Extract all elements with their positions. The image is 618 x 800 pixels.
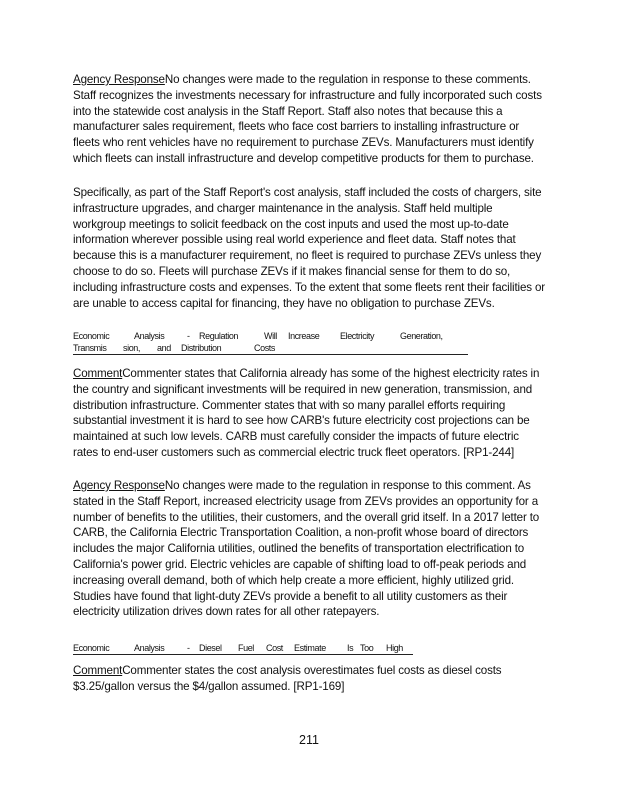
comment-paragraph-2 [73,663,545,695]
heading-word: Estimate [294,643,326,653]
heading-word: Generation, [400,331,443,341]
heading-word: Regulation [199,331,239,341]
agency-response-paragraph-1 [73,72,545,167]
comment-text: Commenter states that California already has some of the highest electricity rates in the country and significant investments will be required in new generation, transmission, and distribution infrastructure. Commenter states that with so many parallel efforts requiring substantial investment it is hard to see how CARB's future electricity cost projections can be maintained at such low levels. CARB must carefully consider the impacts of future electric rates to end-user customers such as commercial electric truck fleet operators. [RP1-244] [73,367,540,459]
cost-analysis-paragraph [73,185,545,311]
heading-word: Fuel [238,643,254,653]
heading-word: Costs [254,343,276,353]
heading-word: Economic [73,643,110,653]
heading-word: Transmis [73,343,107,353]
heading-word: Diesel [199,643,222,653]
heading-word: Analysis [134,643,165,653]
agency-response-text: No changes were made to the regulation in response to these comments. Staff recognizes the investments necessary for infrastructure and fully incorporated such costs into the statewide cost analysis in the Staff Report. Staff also notes that because this a manufacturer sales requirement, fleets who face cost barriers to installing infrastructure or fleets who rent vehicles have no requirement to purchase ZEVs. Manufacturers must identify which fleets can install infrastructure and develop competitive products for them to purchase. [73,73,542,165]
heading-word: Electricity [340,331,375,341]
heading-word: Increase [288,331,320,341]
agency-response-label: Agency Response [73,73,165,86]
section-heading-diesel-fuel-cost [73,642,413,655]
section-heading-electricity-costs [73,330,468,355]
heading-word: sion, [123,343,141,353]
comment-paragraph-1 [73,366,545,461]
heading-word: and [157,343,171,353]
heading-word: Too [360,643,374,653]
heading-word: Cost [266,643,283,653]
comment-label: Comment [73,664,123,677]
comment-label: Comment [73,367,123,380]
heading-word: - [187,331,190,341]
heading-word: Distribution [181,343,222,353]
heading-word: Will [264,331,277,341]
heading-line-2 [73,342,468,354]
comment-text: Commenter states the cost analysis overestimates fuel costs as diesel costs $3.25/gallon versus the $4/gallon assumed. [RP1-169] [73,664,502,693]
heading-word: Economic [73,331,110,341]
agency-response-text: No changes were made to the regulation in response to this comment. As stated in the Staff Report, increased electricity usage from ZEVs provides an opportunity for a number of benefits to the utilities, their customers, and the overall grid itself. In a 2017 letter to CARB, the California Electric Transportation Coalition, a non-profit whose board of directors includes the major California utilities, outlined the benefits of transportation electrification to California's power grid. Electric vehicles are capable of shifting load to off-peak periods and increasing overall demand, both of which help create a more efficient, highly utilized grid. Studies have found that light-duty ZEVs provide a benefit to all utility customers as their electricity utilization drives down rates for all other ratepayers. [73,479,540,619]
cost-analysis-text: Specifically, as part of the Staff Report's cost analysis, staff included the costs of chargers, site infrastructure upgrades, and charger maintenance in the analysis. Staff held multiple workgroup meetings to solicit feedback on the cost inputs and used the most up-to-date information wherever possible using real world experience and fleet data. Staff notes that because this is a manufacturer requirement, no fleet is required to purchase ZEVs unless they choose to do so. Fleets will purchase ZEVs if it makes financial sense for them to do so, including infrastructure costs and expenses. To the extent that some fleets rent their facilities or are unable to access capital for financing, they have no obligation to purchase ZEVs. [73,186,545,310]
agency-response-label: Agency Response [73,479,165,492]
heading-line-1 [73,330,468,342]
heading-word: - [187,643,190,653]
heading-word: Analysis [134,331,165,341]
heading-word: High [386,643,403,653]
agency-response-paragraph-2 [73,478,545,620]
heading-line-1 [73,642,413,654]
page-number: 211 [299,733,319,747]
heading-word: Is [347,643,354,653]
